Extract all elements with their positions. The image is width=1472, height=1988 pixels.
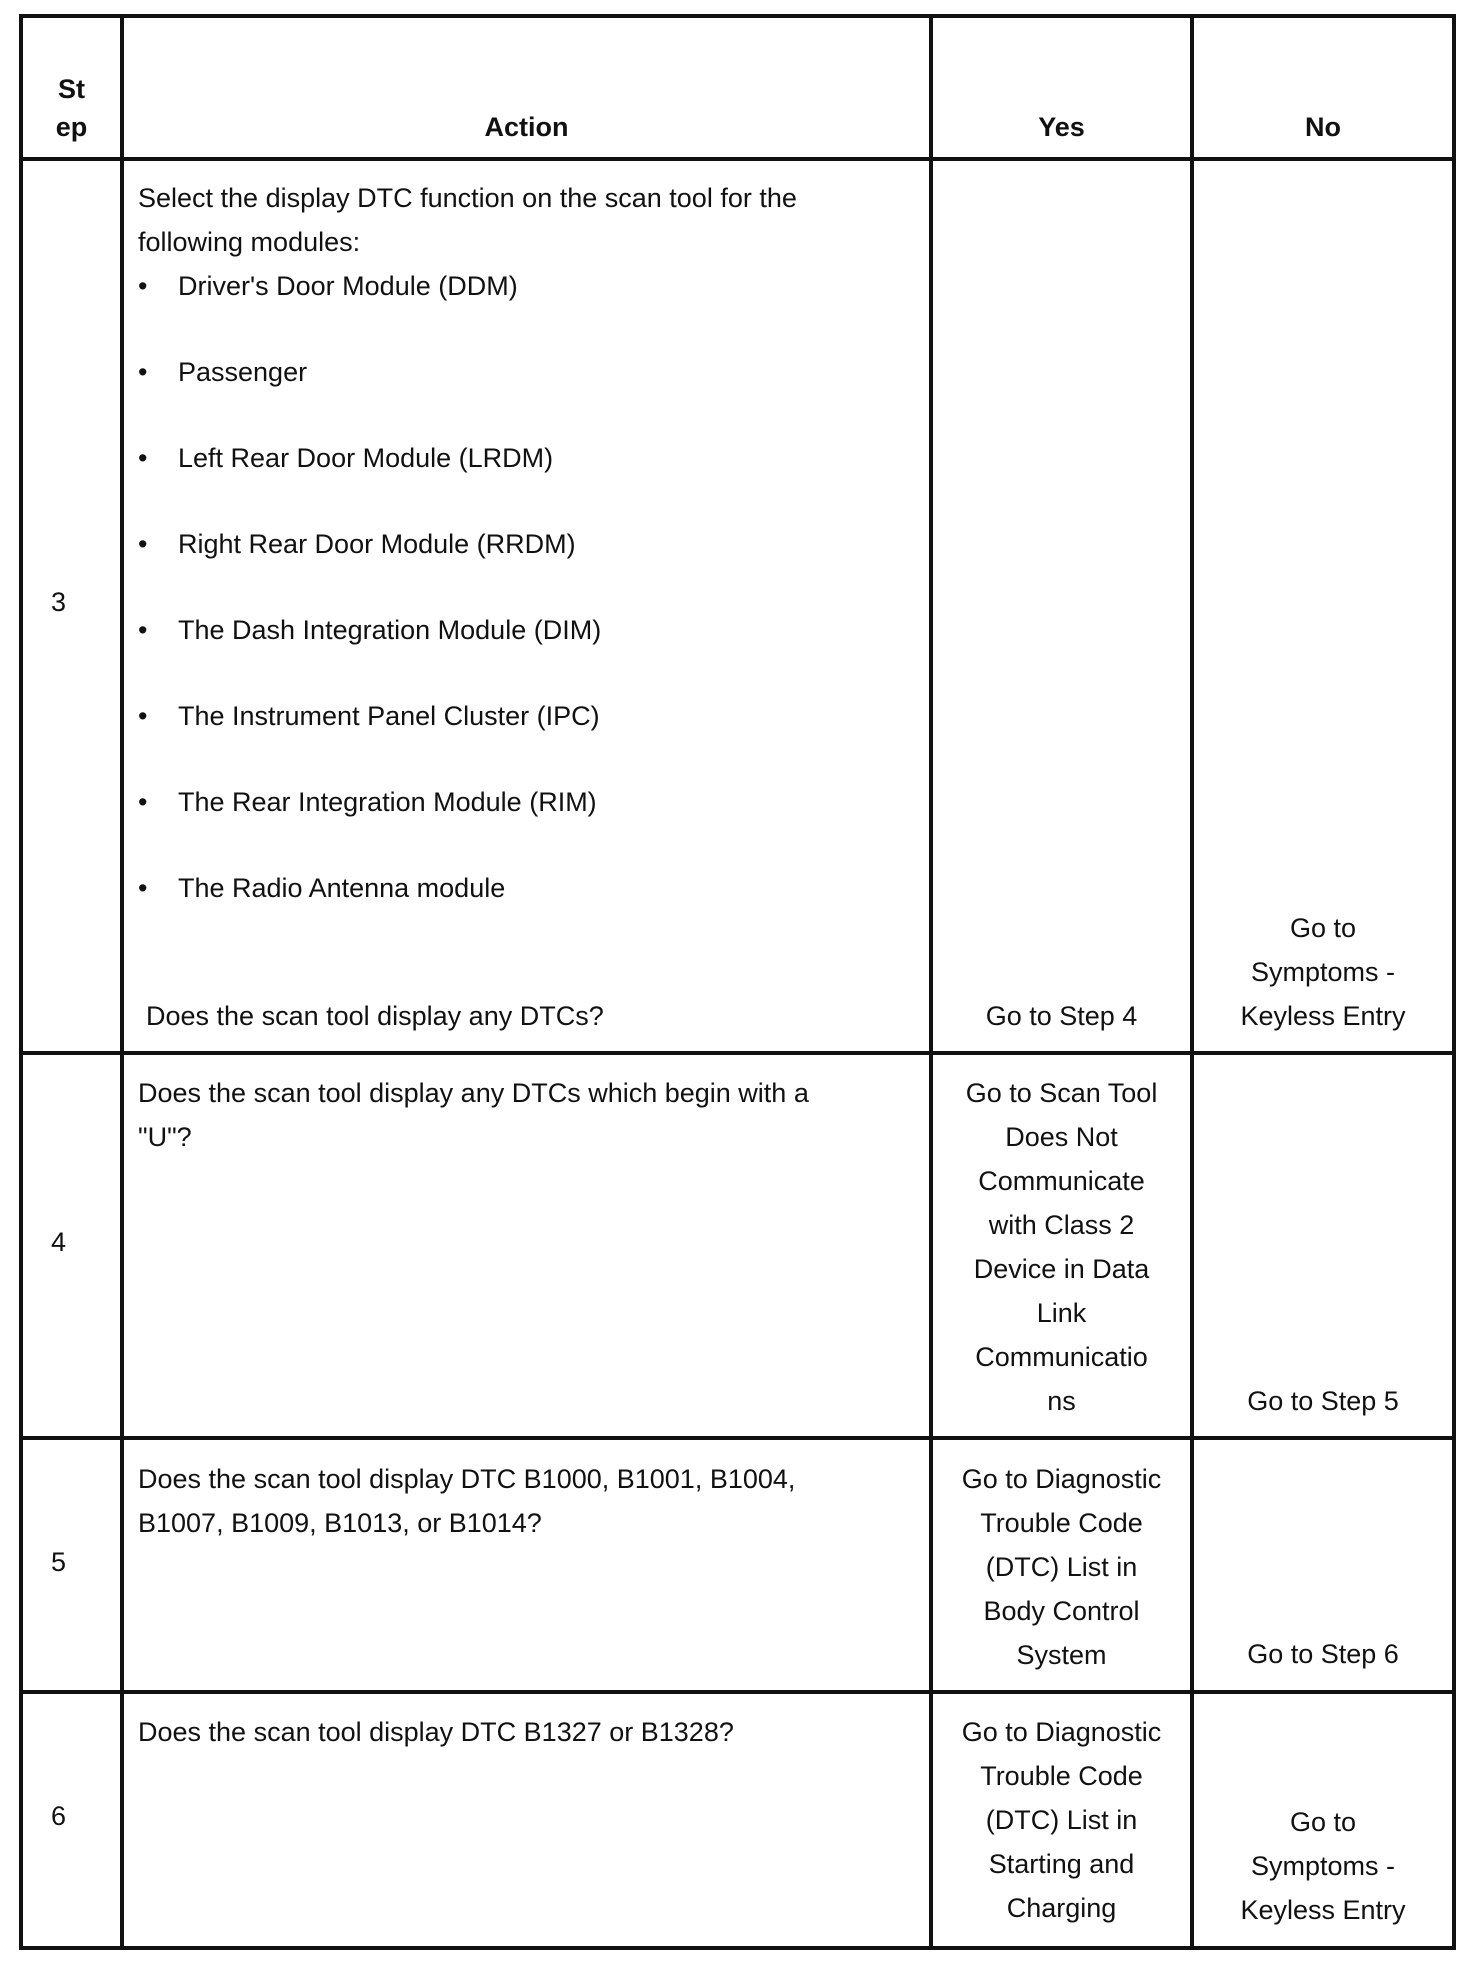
header-action: Action xyxy=(484,112,569,142)
outcome-line: with Class 2 xyxy=(988,1210,1135,1240)
bullet-icon: • xyxy=(138,873,148,903)
bullet-icon: • xyxy=(138,443,148,473)
list-item xyxy=(138,436,918,480)
header-step-line-1: St xyxy=(58,74,85,104)
action-cell-step-3 xyxy=(138,176,918,910)
outcome-line: Communicate xyxy=(978,1166,1145,1196)
outcome-line: Symptoms - xyxy=(1250,1851,1396,1881)
list-item xyxy=(138,780,918,824)
col-divider-step xyxy=(120,14,124,1950)
outcome-line: ns xyxy=(1047,1386,1076,1416)
outcome-line: Communicatio xyxy=(975,1342,1148,1372)
outcome-line: Symptoms - xyxy=(1250,957,1396,987)
outcome-line: Trouble Code xyxy=(980,1508,1143,1538)
bullet-icon: • xyxy=(138,271,148,301)
step-number: 3 xyxy=(51,587,67,617)
outcome-line: Device in Data xyxy=(973,1254,1150,1284)
action-cell-step-6: Does the scan tool display DTC B1327 or B1328? xyxy=(138,1717,734,1747)
step-number: 6 xyxy=(51,1801,67,1831)
table-border-top xyxy=(19,14,1456,18)
bullet-icon: • xyxy=(138,615,148,645)
no-outcome: Go to Step 6 xyxy=(1247,1639,1399,1669)
header-yes: Yes xyxy=(1038,112,1085,142)
outcome-line: System xyxy=(1016,1640,1107,1670)
action-text: Select the display DTC function on the scan tool for the xyxy=(138,183,797,213)
yes-outcome: Go to Step 4 xyxy=(985,1001,1138,1031)
row-divider-3-4 xyxy=(19,1051,1456,1055)
step-number: 4 xyxy=(51,1227,67,1257)
no-outcome: Go to Step 5 xyxy=(1247,1386,1399,1416)
action-cell-step-4 xyxy=(138,1071,918,1159)
question-text: Does the scan tool display any DTCs? xyxy=(146,1001,604,1031)
header-divider xyxy=(19,157,1456,161)
outcome-line: Trouble Code xyxy=(980,1761,1143,1791)
diagnostic-table xyxy=(19,14,1456,1950)
module-name: Right Rear Door Module (RRDM) xyxy=(178,529,576,559)
list-item xyxy=(138,522,918,566)
list-item xyxy=(138,694,918,738)
action-text: "U"? xyxy=(138,1122,192,1152)
row-divider-5-6 xyxy=(19,1690,1456,1694)
row-divider-4-5 xyxy=(19,1436,1456,1440)
outcome-line: Does Not xyxy=(1005,1122,1118,1152)
outcome-line: Go to Scan Tool xyxy=(965,1078,1158,1108)
module-name: The Instrument Panel Cluster (IPC) xyxy=(178,701,600,731)
no-outcome xyxy=(1194,1800,1452,1932)
outcome-line: Link xyxy=(1036,1298,1087,1328)
action-text: following modules: xyxy=(138,227,361,257)
table-border-right xyxy=(1452,14,1456,1950)
module-name: The Radio Antenna module xyxy=(178,873,506,903)
list-item xyxy=(138,264,918,308)
table-border-bottom xyxy=(19,1946,1456,1950)
outcome-line: Keyless Entry xyxy=(1240,1001,1406,1031)
action-text: Does the scan tool display DTC B1000, B1001, B1004, xyxy=(138,1464,796,1494)
action-text: Does the scan tool display any DTCs which begin with a xyxy=(138,1078,809,1108)
bullet-icon: • xyxy=(138,701,148,731)
outcome-line: (DTC) List in xyxy=(985,1552,1138,1582)
bullet-icon: • xyxy=(138,787,148,817)
outcome-line: (DTC) List in xyxy=(985,1805,1138,1835)
module-name: Driver's Door Module (DDM) xyxy=(178,271,518,301)
list-item xyxy=(138,350,918,394)
outcome-line: Go to xyxy=(1289,913,1357,943)
bullet-icon: • xyxy=(138,529,148,559)
outcome-line: Go to Diagnostic xyxy=(961,1464,1162,1494)
outcome-line: Starting and xyxy=(988,1849,1135,1879)
outcome-line: Go to Diagnostic xyxy=(961,1717,1162,1747)
yes-outcome xyxy=(933,1710,1190,1930)
module-name: Passenger xyxy=(178,357,308,387)
module-name: The Rear Integration Module (RIM) xyxy=(178,787,597,817)
outcome-line: Keyless Entry xyxy=(1240,1895,1406,1925)
list-item xyxy=(138,608,918,652)
module-name: Left Rear Door Module (LRDM) xyxy=(178,443,554,473)
no-outcome xyxy=(1194,906,1452,1038)
outcome-line: Go to xyxy=(1289,1807,1357,1837)
table-border-left xyxy=(19,14,23,1950)
module-name: The Dash Integration Module (DIM) xyxy=(178,615,602,645)
bullet-icon: • xyxy=(138,357,148,387)
outcome-line: Body Control xyxy=(983,1596,1140,1626)
list-item xyxy=(138,866,918,910)
header-step-line-2: ep xyxy=(55,112,88,142)
action-cell-step-5 xyxy=(138,1457,918,1545)
action-text: B1007, B1009, B1013, or B1014? xyxy=(138,1508,542,1538)
yes-outcome xyxy=(933,1071,1190,1423)
header-no: No xyxy=(1305,112,1341,142)
outcome-line: Charging xyxy=(1006,1893,1117,1923)
step-number: 5 xyxy=(51,1547,67,1577)
header-step xyxy=(23,70,120,146)
yes-outcome xyxy=(933,1457,1190,1677)
